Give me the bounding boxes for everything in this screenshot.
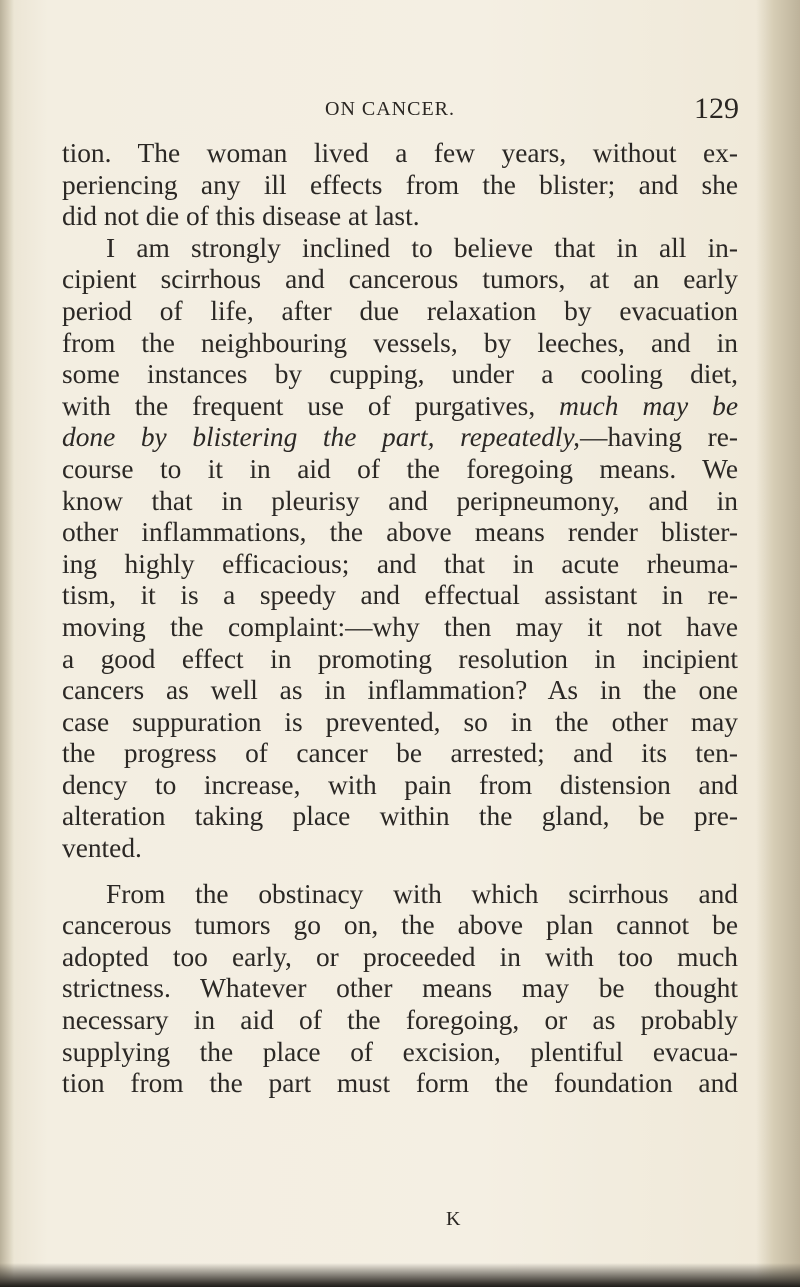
signature-mark: K (446, 1208, 461, 1230)
text-line: case suppuration is prevented, so in the other may (62, 706, 738, 737)
text-line (62, 391, 738, 423)
text-segment: with the frequent use of purgatives, (62, 390, 536, 421)
text-line: From the obstinacy with which scirrhous and (106, 878, 738, 909)
text-line: cancerous tumors go on, the above plan cannot be (62, 910, 738, 941)
text-line: course to it in aid of the foregoing means. We (62, 453, 738, 484)
running-title: ON CANCER. (325, 98, 456, 120)
text-line: know that in pleurisy and peripneumony, and in (62, 485, 738, 516)
text-line: tism, it is a speedy and effectual assistant in re- (62, 580, 738, 611)
text-line: I am strongly inclined to believe that in all in- (106, 232, 738, 263)
text-line: necessary in aid of the foregoing, or as probably (62, 1005, 738, 1036)
text-line: tion. The woman lived a few years, without ex- (62, 138, 738, 168)
running-head (0, 92, 800, 132)
text-line: did not die of this disease at last. (62, 201, 420, 232)
page-edge-shadow (756, 0, 800, 1287)
text-line: other inflammations, the above means render blister- (62, 517, 738, 548)
text-line: adopted too early, or proceeded in with too much (62, 941, 738, 972)
text-line: dency to increase, with pain from distension and (62, 769, 738, 800)
italic-text: done by blistering the part, repeatedly, (62, 422, 581, 453)
paragraph-2 (62, 233, 738, 865)
text-segment: —having re- (580, 422, 738, 453)
text-line: cancers as well as in inflammation? As in the one (62, 675, 738, 706)
italic-text: much may be (559, 390, 738, 421)
text-line: moving the complaint:—why then may it not have (62, 611, 738, 642)
paragraph-1 (62, 138, 738, 233)
text-line: some instances by cupping, under a cooling diet, (62, 359, 738, 390)
body-text (62, 138, 738, 1100)
text-line: ing highly efficacious; and that in acute rheuma- (62, 548, 738, 579)
text-line: vented. (62, 833, 142, 864)
text-line: tion from the part must form the foundation and (62, 1068, 738, 1099)
page-bottom-shadow (0, 1263, 800, 1287)
text-line: cipient scirrhous and cancerous tumors, at an early (62, 264, 738, 295)
text-line: from the neighbouring vessels, by leeches, and in (62, 327, 738, 358)
text-line: periencing any ill effects from the blister; and she (62, 169, 738, 200)
text-line: period of life, after due relaxation by evacuation (62, 295, 738, 326)
text-line: strictness. Whatever other means may be thought (62, 973, 738, 1004)
text-line: a good effect in promoting resolution in incipient (62, 643, 738, 674)
paragraph-3 (62, 879, 738, 1100)
text-line: supplying the place of excision, plentiful evacua- (62, 1036, 738, 1067)
text-line (62, 422, 738, 454)
text-line: the progress of cancer be arrested; and its ten- (62, 738, 738, 769)
page-number: 129 (694, 92, 739, 125)
page-gutter-shadow (0, 0, 14, 1287)
text-line: alteration taking place within the gland, be pre- (62, 801, 738, 832)
